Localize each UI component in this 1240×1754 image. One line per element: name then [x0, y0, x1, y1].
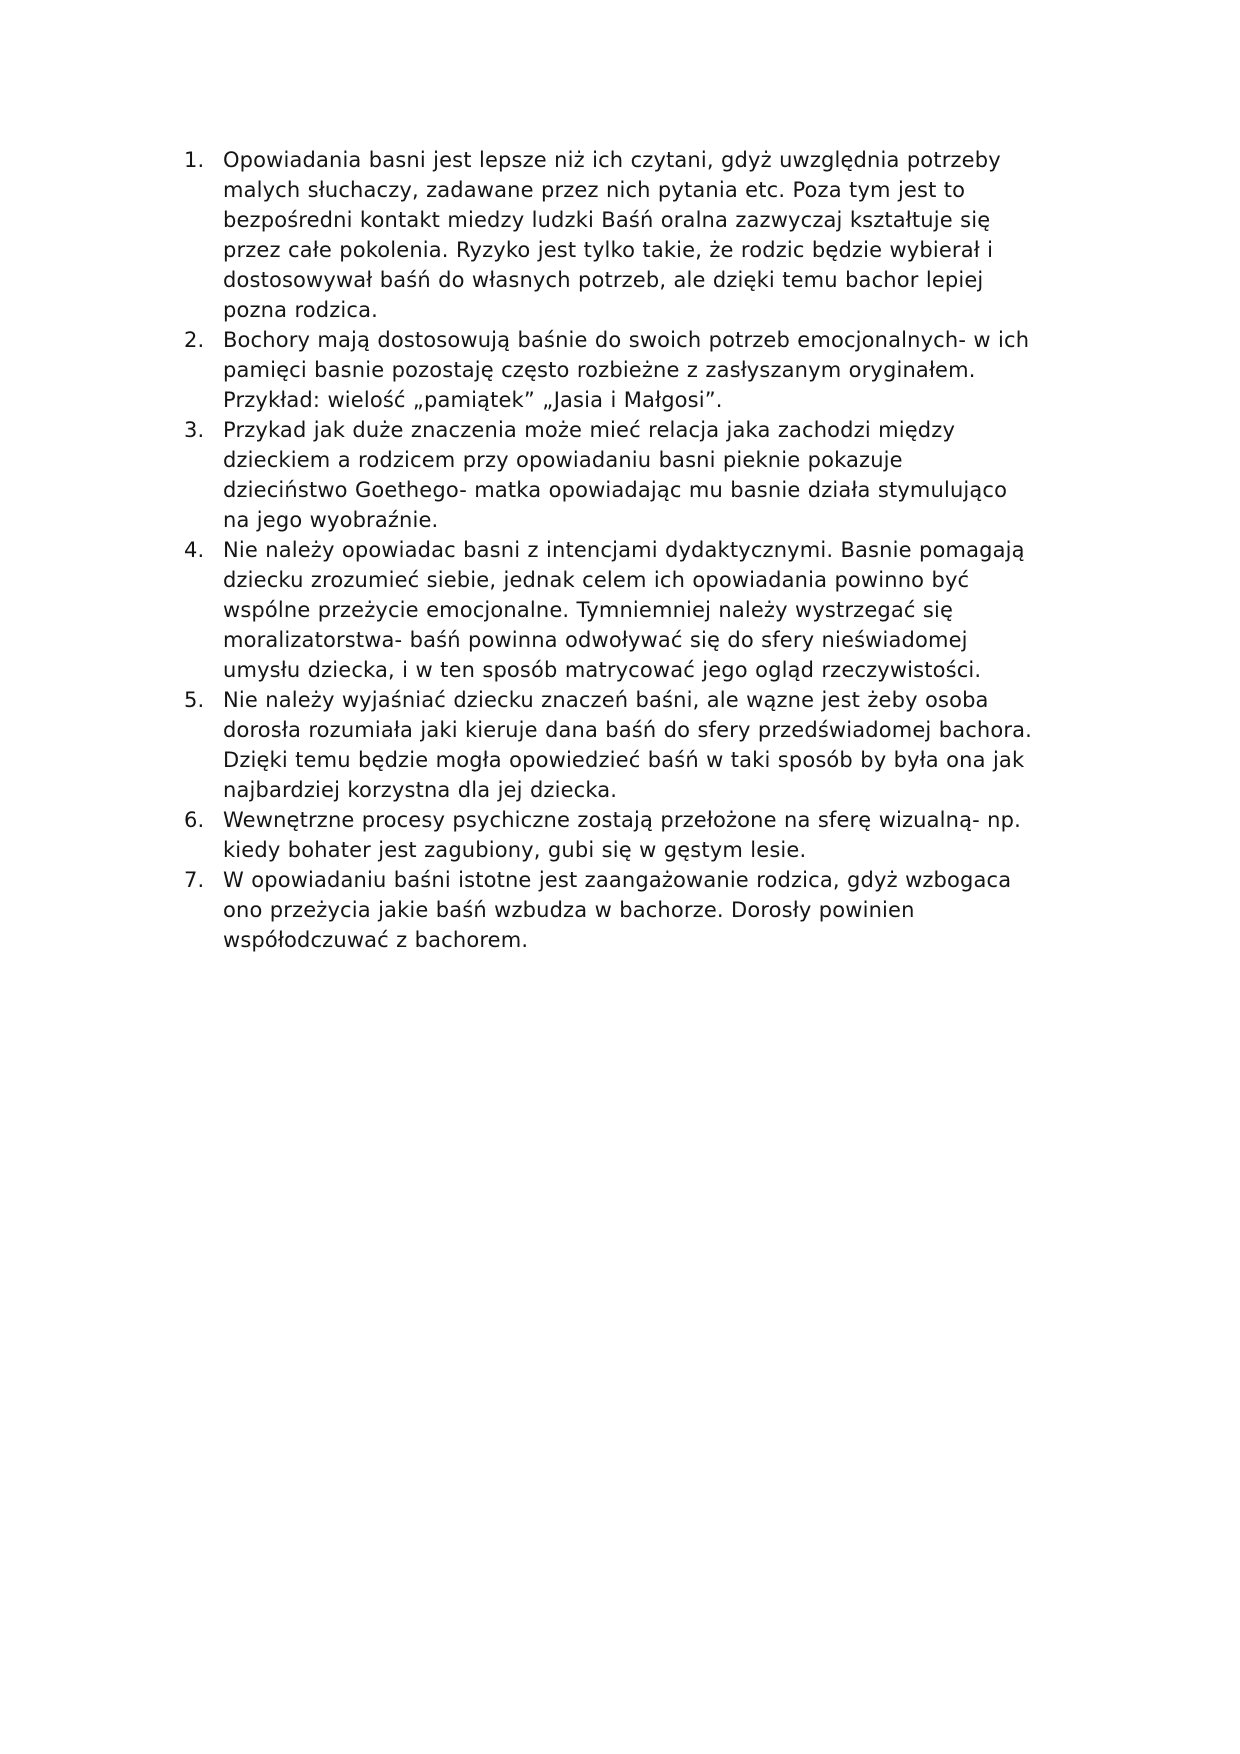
list-item-line: Nie należy opowiadac basni z intencjami dydaktycznymi. Basnie pomagają: [223, 538, 1025, 562]
list-item: [180, 415, 1100, 535]
list-item-line: pamięci basnie pozostaję często rozbieżne z zasłyszanym oryginałem.: [223, 358, 976, 382]
list-item-line: malych słuchaczy, zadawane przez nich pytania etc. Poza tym jest to: [223, 178, 966, 202]
list-item-line: Przykład: wielość „pamiątek” „Jasia i Małgosi”.: [223, 388, 723, 412]
list-item-line: Bochory mają dostosowują baśnie do swoich potrzeb emocjonalnych- w ich: [223, 328, 1030, 352]
list-item-line: Dzięki temu będzie mogła opowiedzieć baśń w taki sposób by była ona jak: [223, 748, 1025, 772]
list-item-line: kiedy bohater jest zagubiony, gubi się w gęstym lesie.: [223, 838, 807, 862]
list-item: [180, 325, 1100, 415]
numbered-list: [180, 145, 1100, 955]
document-body: [180, 145, 1100, 955]
list-item-number: 5.: [184, 688, 205, 712]
list-item-line: umysłu dziecka, i w ten sposób matrycować jego ogląd rzeczywistości.: [223, 658, 982, 682]
list-item-number: 6.: [184, 808, 205, 832]
list-item: [180, 535, 1100, 685]
list-item-line: dostosowywał baśń do własnych potrzeb, ale dzięki temu bachor lepiej: [223, 268, 984, 292]
list-item-number: 3.: [184, 418, 205, 442]
list-item: [180, 865, 1100, 955]
list-item-line: na jego wyobraźnie.: [223, 508, 439, 532]
list-item-line: współodczuwać z bachorem.: [223, 928, 529, 952]
list-item-line: najbardziej korzystna dla jej dziecka.: [223, 778, 618, 802]
list-item-line: dzieciństwo Goethego- matka opowiadając mu basnie działa stymulująco: [223, 478, 1008, 502]
list-item: [180, 805, 1100, 865]
list-item-line: przez całe pokolenia. Ryzyko jest tylko takie, że rodzic będzie wybierał i: [223, 238, 994, 262]
list-item-number: 7.: [184, 868, 205, 892]
list-item-line: Nie należy wyjaśniać dziecku znaczeń baśni, ale wązne jest żeby osoba: [223, 688, 989, 712]
list-item-line: Przykad jak duże znaczenia może mieć relacja jaka zachodzi między: [223, 418, 956, 442]
list-item-number: 4.: [184, 538, 205, 562]
list-item-line: dorosła rozumiała jaki kieruje dana baśń do sfery przedświadomej bachora.: [223, 718, 1033, 742]
list-item-line: W opowiadaniu baśni istotne jest zaangażowanie rodzica, gdyż wzbogaca: [223, 868, 1012, 892]
list-item-line: ono przeżycia jakie baśń wzbudza w bachorze. Dorosły powinien: [223, 898, 915, 922]
list-item-line: moralizatorstwa- baśń powinna odwoływać się do sfery nieświadomej: [223, 628, 968, 652]
list-item-number: 1.: [184, 148, 205, 172]
list-item-line: dziecku zrozumieć siebie, jednak celem ich opowiadania powinno być: [223, 568, 970, 592]
list-item-line: wspólne przeżycie emocjonalne. Tymniemniej należy wystrzegać się: [223, 598, 954, 622]
list-item-line: pozna rodzica.: [223, 298, 378, 322]
list-item-line: Wewnętrzne procesy psychiczne zostają przełożone na sferę wizualną- np.: [223, 808, 1021, 832]
list-item: [180, 145, 1100, 325]
list-item-line: Opowiadania basni jest lepsze niż ich czytani, gdyż uwzględnia potrzeby: [223, 148, 1001, 172]
list-item-line: bezpośredni kontakt miedzy ludzki Baśń oralna zazwyczaj kształtuje się: [223, 208, 991, 232]
list-item-number: 2.: [184, 328, 205, 352]
list-item-line: dzieckiem a rodzicem przy opowiadaniu basni pieknie pokazuje: [223, 448, 903, 472]
list-item: [180, 685, 1100, 805]
